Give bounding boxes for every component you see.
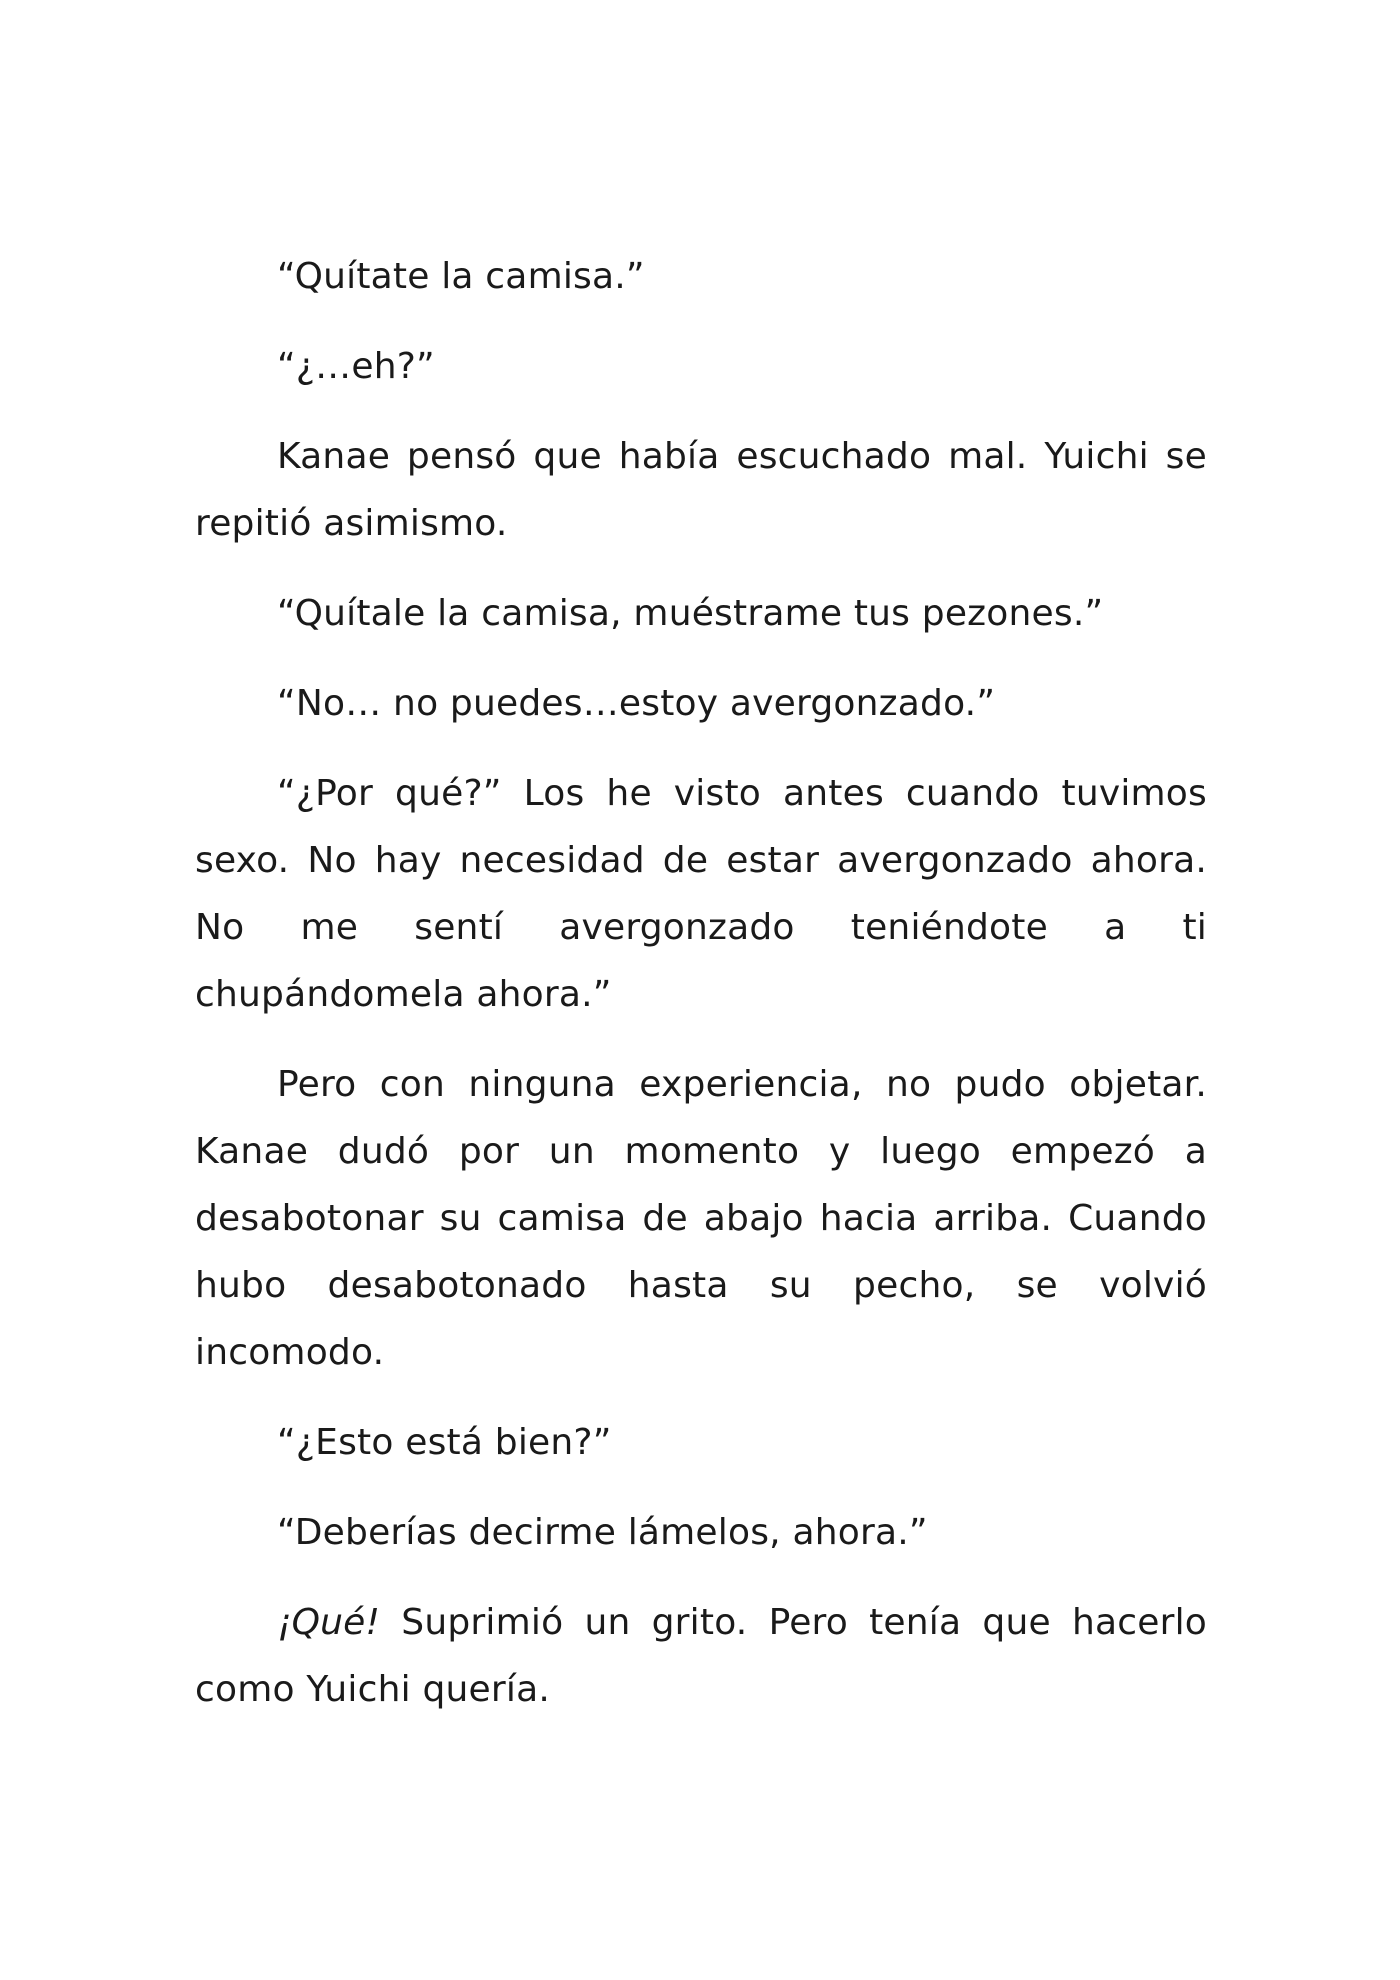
paragraph-10-text: Suprimió un grito. Pero tenía que hacerlo como Yuichi quería.	[195, 1602, 1207, 1710]
paragraph-1: “Quítate la camisa.”	[277, 256, 645, 297]
paragraph-2: “¿…eh?”	[277, 346, 435, 387]
paragraph-3: Kanae pensó que había escuchado mal. Yuichi se repitió asimismo.	[195, 436, 1207, 544]
document-body	[195, 243, 1207, 1746]
paragraph-10	[195, 1589, 1207, 1723]
paragraph-4: “Quítale la camisa, muéstrame tus pezones.”	[277, 593, 1104, 634]
paragraph-5: “No… no puedes…estoy avergonzado.”	[277, 683, 996, 724]
italic-exclamation: ¡Qué!	[277, 1602, 381, 1643]
paragraph-6: “¿Por qué?” Los he visto antes cuando tuvimos sexo. No hay necesidad de estar avergonzado ahora. No me sentí avergonzado teniéndote a ti chupándomela ahora.”	[195, 773, 1207, 1015]
paragraph-9: “Deberías decirme lámelos, ahora.”	[277, 1512, 928, 1553]
paragraph-7: Pero con ninguna experiencia, no pudo objetar. Kanae dudó por un momento y luego empezó a desabotonar su camisa de abajo hacia arriba. Cuando hubo desabotonado hasta su pecho, se volvió incomodo.	[195, 1064, 1207, 1373]
paragraph-8: “¿Esto está bien?”	[277, 1422, 612, 1463]
